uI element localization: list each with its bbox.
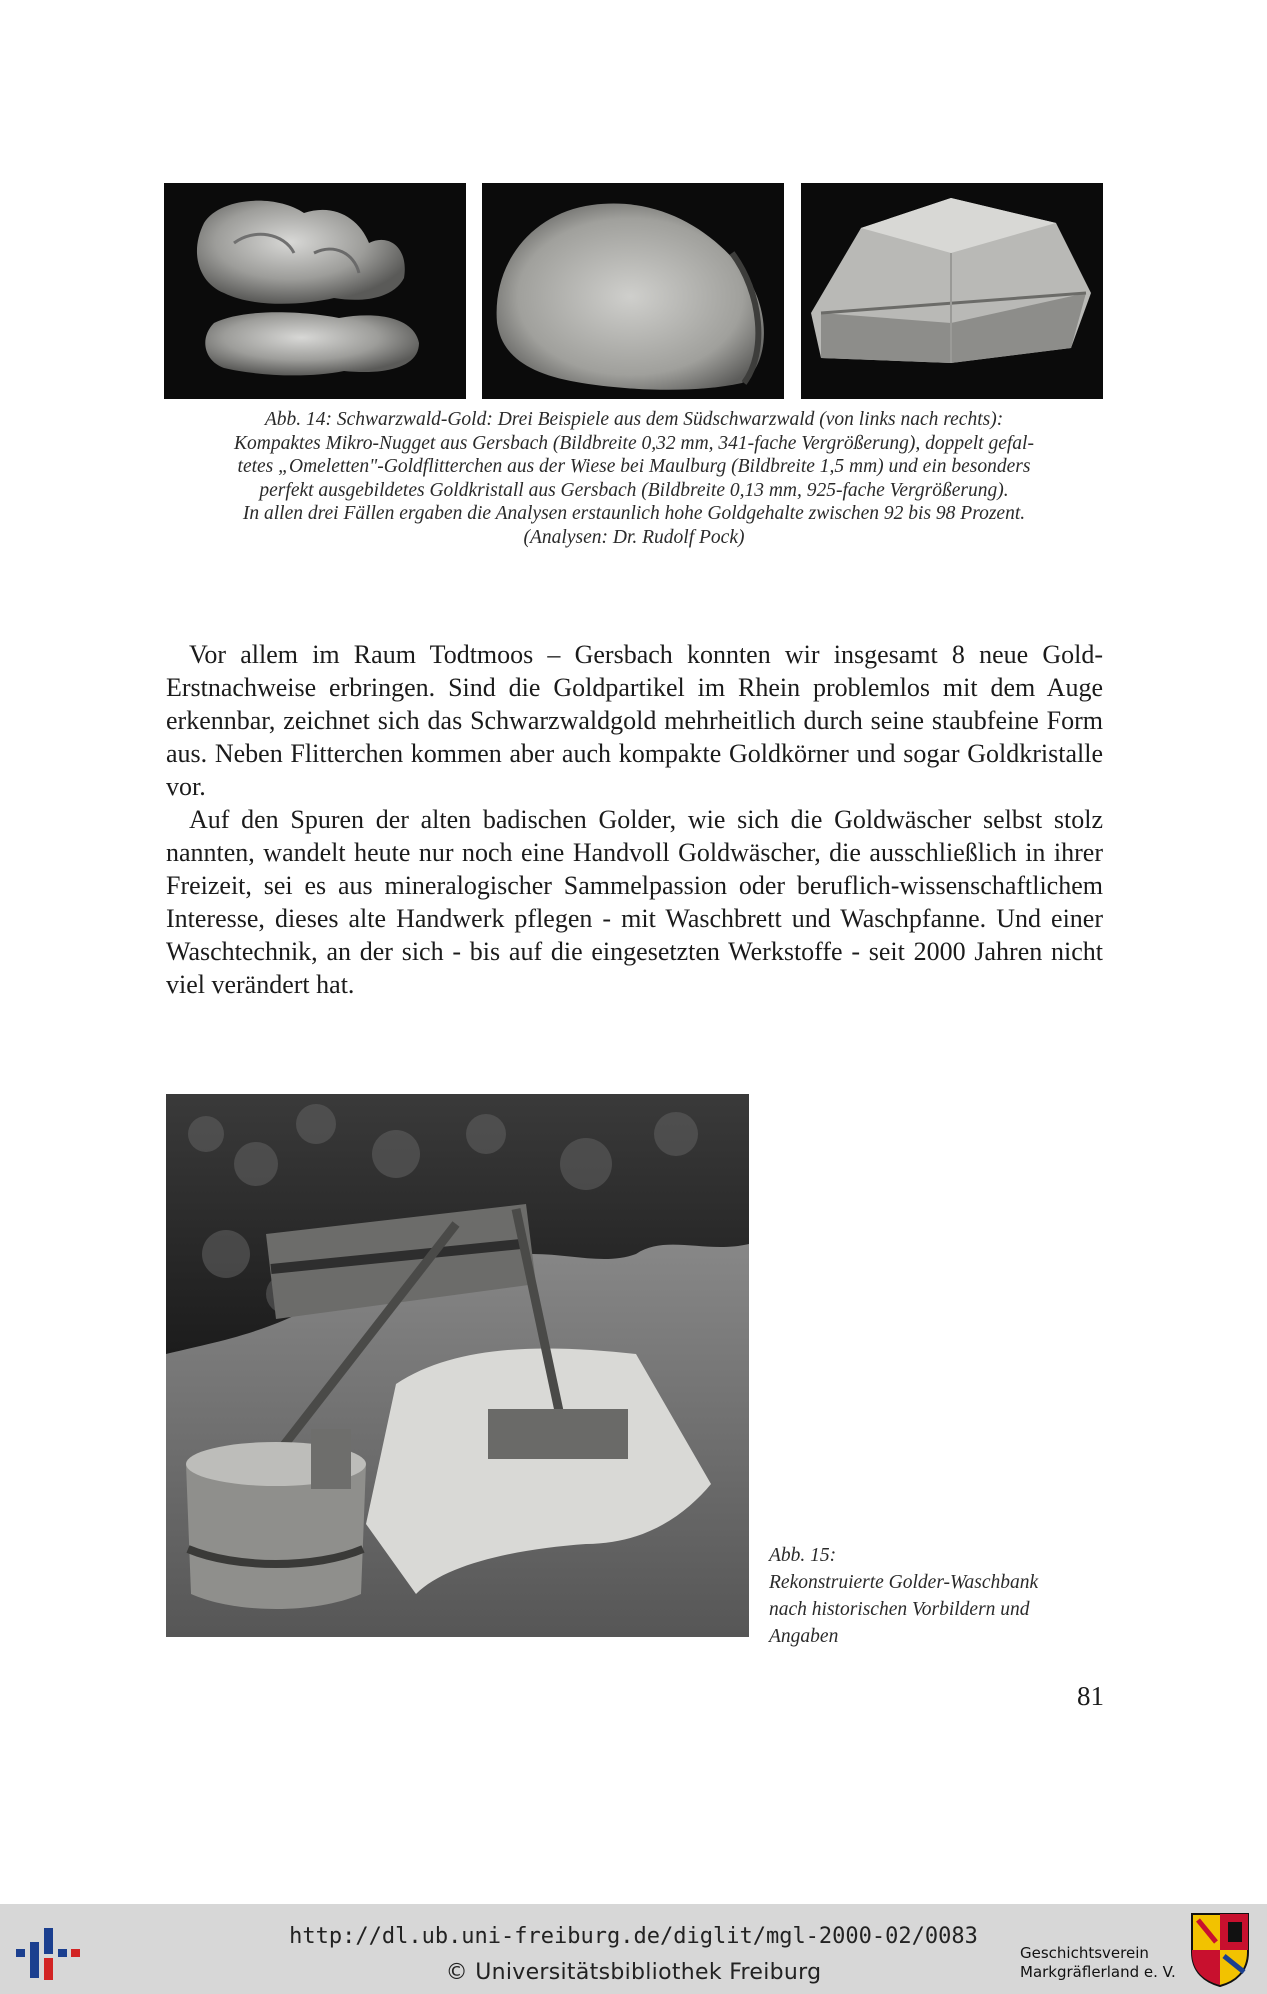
society-line: Geschichtsverein [1020, 1944, 1149, 1962]
micrograph-crystal [801, 183, 1103, 399]
caption-line: Rekonstruierte Golder-Waschbank [769, 1572, 1039, 1593]
caption-line: tetes „Omeletten"-Goldflitterchen aus der Wiese bei Maulburg (Bildbreite 1,5 mm) und ein besonders [237, 456, 1031, 477]
paragraph: Vor allem im Raum Todtmoos – Gersbach konnten wir insgesamt 8 neue Gold-Erstnachweise erbringen. Sind die Goldpartikel im Rhein problemlos mit dem Auge erkennbar, zeichnet sich das Schwarzwaldgold mehrheitlich durch seine staubfeine Form aus. Neben Flitterchen kommen aber auch kompakte Goldkörner und sogar Goldkristalle vor. [166, 640, 1103, 801]
micrograph-nugget [164, 183, 466, 399]
caption-line: Angaben [769, 1626, 839, 1647]
footer-bar [0, 1904, 1267, 1994]
body-text [166, 638, 1103, 1001]
caption-line: (Analysen: Dr. Rudolf Pock) [523, 526, 745, 548]
document-url-link[interactable]: http://dl.ub.uni-freiburg.de/diglit/mgl-2000-02/0083 [289, 1924, 978, 1949]
society-line: Markgräflerland e. V. [1020, 1963, 1176, 1981]
caption-line: Abb. 15: [769, 1545, 837, 1566]
caption-line: Kompaktes Mikro-Nugget aus Gersbach (Bildbreite 0,32 mm, 341-fache Vergrößerung), doppelt gefal- [234, 432, 1034, 454]
caption-line: perfekt ausgebildetes Goldkristall aus Gersbach (Bildbreite 0,13 mm, 925-fache Vergrößerung). [259, 479, 1009, 501]
caption-line: Abb. 14: Schwarzwald-Gold: Drei Beispiele aus dem Südschwarzwald (von links nach rechts): [264, 409, 1004, 430]
paragraph: Auf den Spuren der alten badischen Golder, wie sich die Goldwäscher selbst stolz nannten, wandelt heute nur noch eine Handvoll Goldwäscher, die ausschließlich in ihrer Freizeit, sei es aus mineralogischer Sammelpassion oder beruflich-wissenschaftlichem Interesse, dieses alte Handwerk pflegen - mit Waschbrett und Waschpfanne. Und einer Waschtechnik, an der sich - bis auf die eingesetzten Werkstoffe - seit 2000 Jahren nicht viel verändert hat. [166, 805, 1103, 999]
figure-15-caption [769, 1542, 1099, 1650]
micrograph-flake [482, 183, 784, 399]
caption-line: nach historischen Vorbildern und [769, 1599, 1030, 1620]
page-number: 81 [1077, 1681, 1104, 1711]
copyright-text: © Universitätsbibliothek Freiburg [445, 1960, 822, 1985]
society-name [1020, 1944, 1185, 1982]
caption-line: In allen drei Fällen ergaben die Analysen erstaunlich hohe Goldgehalte zwischen 92 bis 98 Prozent. [242, 503, 1026, 524]
coat-of-arms-icon [1190, 1912, 1250, 1988]
figure-14-caption [150, 408, 1118, 549]
washing-bench-photo [166, 1094, 749, 1637]
